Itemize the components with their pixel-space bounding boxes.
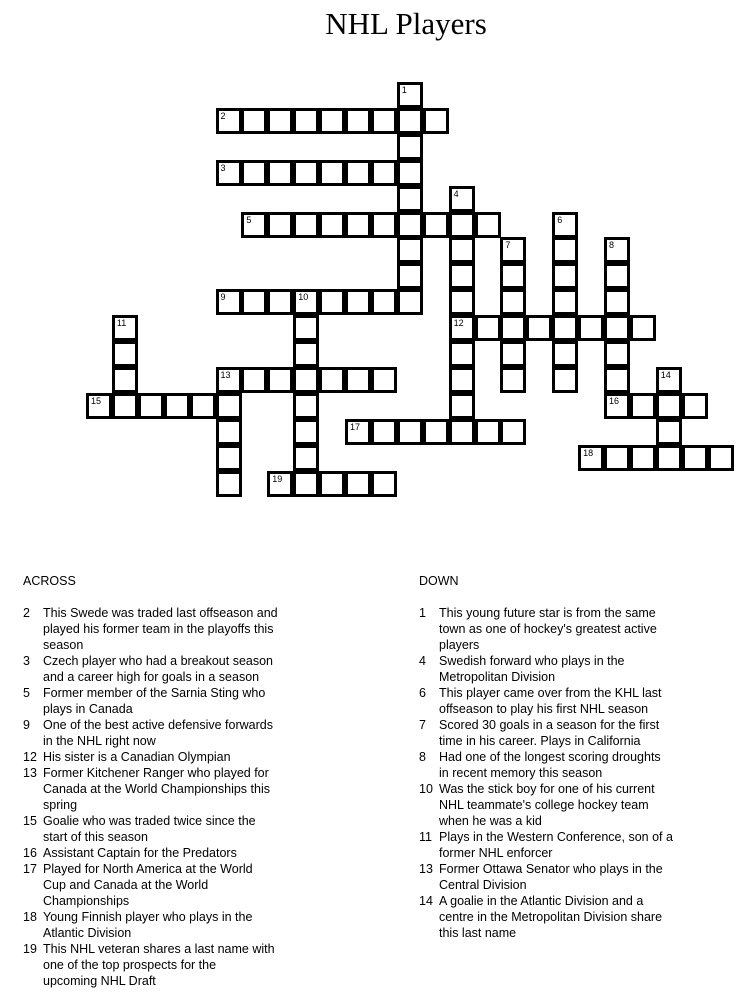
grid-cell[interactable]	[293, 471, 319, 497]
clue-number-label: 6	[419, 686, 426, 700]
clue-number: 2	[220, 110, 226, 121]
clue-number-label: 15	[23, 814, 37, 828]
grid-cell[interactable]	[449, 212, 475, 238]
grid-cell[interactable]	[449, 263, 475, 289]
clue-number: 12	[453, 318, 464, 329]
clue-text-line: This Swede was traded last offseason and	[43, 606, 278, 620]
clue-text-line: Assistant Captain for the Predators	[43, 846, 237, 860]
grid-cell[interactable]	[397, 263, 423, 289]
clue-text-line: Central Division	[439, 878, 527, 892]
grid-cell[interactable]	[241, 289, 267, 315]
grid-cell[interactable]	[500, 315, 526, 341]
grid-cell[interactable]	[500, 419, 526, 445]
clue-number-label: 19	[23, 942, 37, 956]
grid-cell[interactable]	[267, 160, 293, 186]
grid-cell[interactable]	[216, 289, 242, 315]
across-clue	[23, 909, 323, 941]
clue-number-label: 13	[419, 862, 433, 876]
grid-cell[interactable]	[449, 237, 475, 263]
grid-cell[interactable]	[397, 237, 423, 263]
clue-number: 3	[220, 162, 226, 173]
grid-cell[interactable]	[267, 471, 293, 497]
grid-cell[interactable]	[449, 419, 475, 445]
grid-cell[interactable]	[241, 160, 267, 186]
clue-text-line: played his former team in the playoffs this	[43, 622, 274, 636]
across-clue	[23, 717, 323, 749]
clue-number: 15	[91, 395, 102, 406]
clue-number-label: 10	[419, 782, 433, 796]
grid-cell[interactable]	[371, 160, 397, 186]
clue-number-label: 8	[419, 750, 426, 764]
clue-text-line: Swedish forward who plays in the	[439, 654, 625, 668]
grid-cell[interactable]	[578, 445, 604, 471]
grid-cell[interactable]	[319, 108, 345, 134]
grid-cell[interactable]	[241, 108, 267, 134]
grid-cell[interactable]	[604, 367, 630, 393]
clue-text-line: Goalie who was traded twice since the	[43, 814, 256, 828]
clue-number: 19	[272, 473, 283, 484]
grid-cell[interactable]	[604, 393, 630, 419]
grid-cell[interactable]	[630, 393, 656, 419]
clue-number-label: 9	[23, 718, 30, 732]
down-clue	[419, 749, 719, 781]
down-clue	[419, 605, 719, 653]
grid-cell[interactable]	[604, 237, 630, 263]
clue-text-line: One of the best active defensive forwards	[43, 718, 273, 732]
clue-number: 9	[220, 292, 226, 303]
grid-cell[interactable]	[397, 160, 423, 186]
clue-number: 18	[583, 447, 594, 458]
clue-number-label: 4	[419, 654, 426, 668]
grid-cell[interactable]	[138, 393, 164, 419]
grid-cell[interactable]	[267, 289, 293, 315]
clue-text-line: Championships	[43, 894, 130, 908]
clue-text-line: players	[439, 638, 480, 652]
clue-text-line: and a career high for goals in a season	[43, 670, 260, 684]
grid-cell[interactable]	[397, 289, 423, 315]
grid-cell[interactable]	[164, 393, 190, 419]
grid-cell[interactable]	[552, 315, 578, 341]
grid-cell[interactable]	[656, 393, 682, 419]
grid-cell[interactable]	[604, 445, 630, 471]
grid-cell[interactable]	[630, 315, 656, 341]
down-header: DOWN	[419, 574, 459, 588]
clue-number-label: 7	[419, 718, 426, 732]
grid-cell[interactable]	[319, 471, 345, 497]
grid-cell[interactable]	[578, 315, 604, 341]
clue-number-label: 13	[23, 766, 37, 780]
grid-cell[interactable]	[526, 315, 552, 341]
clue-text-line: season	[43, 638, 84, 652]
puzzle-title: NHL Players	[325, 6, 487, 41]
grid-cell[interactable]	[293, 160, 319, 186]
clue-text-line: Former member of the Sarnia Sting who	[43, 686, 266, 700]
clue-text-line: spring	[43, 798, 78, 812]
grid-cell[interactable]	[604, 315, 630, 341]
grid-cell[interactable]	[345, 419, 371, 445]
across-clue	[23, 605, 323, 653]
clue-text-line: Former Kitchener Ranger who played for	[43, 766, 269, 780]
clue-number-label: 11	[419, 830, 432, 844]
grid-cell[interactable]	[682, 393, 708, 419]
grid-cell[interactable]	[449, 289, 475, 315]
clue-number-label: 12	[23, 750, 37, 764]
clue-number: 14	[660, 369, 671, 380]
clue-number-label: 14	[419, 894, 433, 908]
clue-number: 8	[609, 240, 615, 251]
clue-number-label: 3	[23, 654, 30, 668]
grid-cell[interactable]	[293, 315, 319, 341]
grid-cell[interactable]	[423, 212, 449, 238]
grid-cell[interactable]	[604, 341, 630, 367]
across-header: ACROSS	[23, 574, 76, 588]
grid-cell[interactable]	[449, 341, 475, 367]
grid-cell[interactable]	[397, 186, 423, 212]
grid-cell[interactable]	[216, 471, 242, 497]
clue-text-line: start of this season	[43, 830, 148, 844]
grid-cell[interactable]	[371, 289, 397, 315]
across-clue	[23, 941, 323, 989]
grid-cell[interactable]	[475, 419, 501, 445]
clue-text-line: Young Finnish player who plays in the	[43, 910, 253, 924]
clue-text-line: Former Ottawa Senator who plays in the	[439, 862, 663, 876]
clue-text-line: This young future star is from the same	[439, 606, 656, 620]
grid-cell[interactable]	[345, 289, 371, 315]
grid-cell[interactable]	[500, 289, 526, 315]
clue-number-label: 5	[23, 686, 30, 700]
clue-text-line: Cup and Canada at the World	[43, 878, 209, 892]
clue-number: 5	[246, 214, 252, 225]
grid-cell[interactable]	[319, 367, 345, 393]
clue-number: 7	[505, 240, 511, 251]
clue-text-line: Plays in the Western Conference, son of a	[439, 830, 673, 844]
down-clue	[419, 653, 719, 685]
down-clue	[419, 893, 719, 941]
grid-cell[interactable]	[449, 393, 475, 419]
down-clue-list	[419, 605, 719, 941]
grid-cell[interactable]	[371, 471, 397, 497]
grid-cell[interactable]	[241, 367, 267, 393]
clue-number: 6	[557, 214, 563, 225]
clue-text-line: upcoming NHL Draft	[43, 974, 156, 988]
grid-cell[interactable]	[397, 82, 423, 108]
clue-text-line: A goalie in the Atlantic Division and a	[439, 894, 644, 908]
grid-cell[interactable]	[319, 160, 345, 186]
clue-number-label: 2	[23, 606, 30, 620]
grid-cell[interactable]	[500, 367, 526, 393]
clue-number: 17	[350, 421, 361, 432]
grid-cell[interactable]	[371, 367, 397, 393]
clue-text-line: when he was a kid	[439, 814, 542, 828]
clue-number: 1	[401, 85, 407, 95]
grid-cell[interactable]	[216, 393, 242, 419]
grid-cell[interactable]	[267, 212, 293, 238]
grid-cell[interactable]	[216, 367, 242, 393]
grid-cell[interactable]	[500, 263, 526, 289]
across-clue-list	[23, 605, 323, 989]
grid-cell[interactable]	[630, 445, 656, 471]
grid-cell[interactable]	[345, 471, 371, 497]
clue-text-line: one of the top prospects for the	[43, 958, 217, 972]
grid-cell[interactable]	[552, 212, 578, 238]
grid-cell[interactable]	[293, 445, 319, 471]
grid-cell[interactable]	[656, 419, 682, 445]
clue-text-line: This player came over from the KHL last	[439, 686, 662, 700]
grid-cell[interactable]	[604, 263, 630, 289]
grid-cell[interactable]	[293, 419, 319, 445]
grid-cell[interactable]	[319, 212, 345, 238]
grid-cell[interactable]	[216, 419, 242, 445]
grid-cell[interactable]	[371, 108, 397, 134]
across-clue	[23, 845, 323, 861]
grid-cell[interactable]	[552, 289, 578, 315]
grid-cell[interactable]	[112, 367, 138, 393]
clue-number-label: 18	[23, 910, 37, 924]
across-clue	[23, 685, 323, 717]
clue-number: 11	[116, 318, 127, 329]
clue-text-line: Czech player who had a breakout season	[43, 654, 274, 668]
grid-cell[interactable]	[552, 263, 578, 289]
grid-cell[interactable]	[449, 186, 475, 212]
grid-cell[interactable]	[241, 212, 267, 238]
grid-cell[interactable]	[475, 315, 501, 341]
across-clue	[23, 653, 323, 685]
grid-cell[interactable]	[397, 108, 423, 134]
grid-cell[interactable]	[682, 445, 708, 471]
grid-cell[interactable]	[552, 367, 578, 393]
down-clue	[419, 861, 719, 893]
clue-text-line: This NHL veteran shares a last name with	[43, 942, 275, 956]
grid-cell[interactable]	[552, 237, 578, 263]
clue-text-line: Was the stick boy for one of his current	[439, 782, 655, 796]
grid-cell[interactable]	[216, 160, 242, 186]
clue-text-line: in the NHL right now	[43, 734, 156, 748]
grid-cell[interactable]	[371, 212, 397, 238]
grid-cell[interactable]	[345, 108, 371, 134]
grid-cell[interactable]	[423, 108, 449, 134]
grid-cell[interactable]	[345, 367, 371, 393]
grid-cell[interactable]	[216, 108, 242, 134]
grid-cell[interactable]	[293, 108, 319, 134]
clue-text-line: Metropolitan Division	[439, 670, 556, 684]
clue-number-label: 16	[23, 846, 37, 860]
clue-text-line: Played for North America at the World	[43, 862, 253, 876]
clue-text-line: offseason to play his first NHL season	[439, 702, 649, 716]
clue-number: 10	[298, 292, 309, 303]
clue-text-line: time in his career. Plays in California	[439, 734, 641, 748]
grid-cell[interactable]	[500, 237, 526, 263]
grid-cell[interactable]	[397, 419, 423, 445]
down-clue	[419, 829, 719, 861]
clue-text-line: this last name	[439, 926, 517, 940]
clue-text-line: NHL teammate's college hockey team	[439, 798, 649, 812]
down-clue	[419, 717, 719, 749]
clue-number-label: 17	[23, 862, 37, 876]
across-clue	[23, 749, 323, 765]
across-clue	[23, 765, 323, 813]
grid-cell[interactable]	[345, 160, 371, 186]
grid-cell[interactable]	[190, 393, 216, 419]
grid-cell[interactable]	[604, 289, 630, 315]
grid-cell[interactable]	[216, 445, 242, 471]
clue-number-label: 1	[419, 606, 426, 620]
clue-text-line: Had one of the longest scoring droughts	[439, 750, 661, 764]
grid-cell[interactable]	[293, 367, 319, 393]
grid-cell[interactable]	[345, 212, 371, 238]
grid-cell[interactable]	[371, 419, 397, 445]
grid-cell[interactable]	[397, 212, 423, 238]
clue-text-line: Atlantic Division	[43, 926, 132, 940]
grid-cell[interactable]	[112, 315, 138, 341]
grid-cell[interactable]	[86, 393, 112, 419]
clue-number: 13	[220, 369, 231, 380]
grid-cell[interactable]	[449, 315, 475, 341]
grid-cell[interactable]	[267, 367, 293, 393]
grid-cell[interactable]	[293, 289, 319, 315]
clue-text-line: Canada at the World Championships this	[43, 782, 270, 796]
clue-text-line: in recent memory this season	[439, 766, 603, 780]
clue-text-line: plays in Canada	[43, 702, 133, 716]
grid-cell[interactable]	[397, 134, 423, 160]
clue-number: 16	[609, 395, 620, 406]
grid-cell[interactable]	[475, 212, 501, 238]
grid-cell[interactable]	[112, 341, 138, 367]
down-clue	[419, 781, 719, 829]
grid-cell[interactable]	[423, 419, 449, 445]
grid-cell[interactable]	[293, 393, 319, 419]
clue-text-line: His sister is a Canadian Olympian	[43, 750, 231, 764]
grid-cell[interactable]	[656, 367, 682, 393]
clue-text-line: town as one of hockey's greatest active	[439, 622, 657, 636]
grid-cell[interactable]	[449, 367, 475, 393]
grid-cell[interactable]	[656, 445, 682, 471]
grid-cell[interactable]	[319, 289, 345, 315]
grid-cell[interactable]	[112, 393, 138, 419]
across-clue	[23, 861, 323, 909]
grid-cell[interactable]	[293, 212, 319, 238]
across-clue	[23, 813, 323, 845]
clue-text-line: centre in the Metropolitan Division share	[439, 910, 663, 924]
clue-text-line: former NHL enforcer	[439, 846, 553, 860]
clue-text-line: Scored 30 goals in a season for the first	[439, 718, 660, 732]
grid-cell[interactable]	[267, 108, 293, 134]
grid-cell[interactable]	[500, 341, 526, 367]
grid-cell[interactable]	[552, 341, 578, 367]
clue-number: 4	[453, 188, 459, 199]
grid-cell[interactable]	[293, 341, 319, 367]
down-clue	[419, 685, 719, 717]
grid-cell[interactable]	[708, 445, 734, 471]
